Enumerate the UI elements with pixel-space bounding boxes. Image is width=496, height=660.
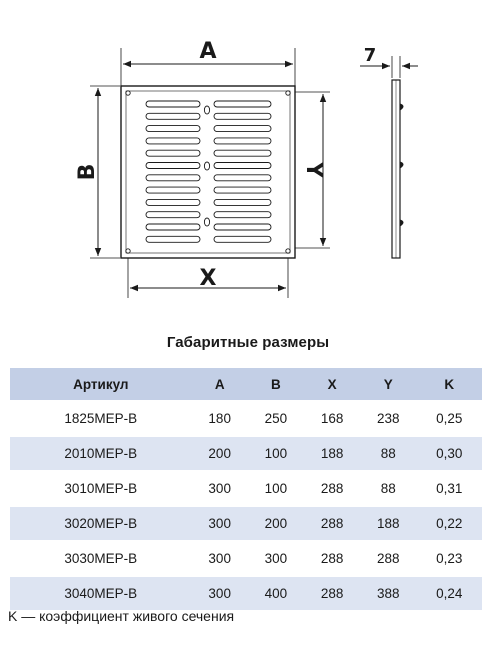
louvre-slot [214, 126, 271, 132]
cell-article: 3010MEP-B [10, 471, 192, 506]
cell-k: 0,24 [416, 576, 482, 610]
louvre-slot [146, 187, 200, 193]
louvre-slot [214, 163, 271, 169]
cell-b: 100 [248, 471, 304, 506]
louvre-slot [146, 224, 200, 230]
cell-y: 188 [360, 506, 416, 541]
cell-y: 238 [360, 401, 416, 436]
cell-y: 88 [360, 436, 416, 471]
louvre-slot [214, 113, 271, 119]
louvre-slot [214, 212, 271, 218]
table-row [10, 576, 482, 610]
cell-a: 200 [192, 436, 248, 471]
cell-k: 0,30 [416, 436, 482, 471]
louvre-slot [146, 101, 200, 107]
cell-a: 300 [192, 576, 248, 610]
cell-b: 300 [248, 541, 304, 576]
header-a: A [192, 368, 248, 401]
cell-k: 0,23 [416, 541, 482, 576]
label-depth: 7 [363, 45, 377, 66]
louvre-slot [214, 199, 271, 205]
cell-k: 0,31 [416, 471, 482, 506]
label-x: X [199, 266, 217, 291]
cell-x: 288 [304, 506, 360, 541]
louvre-slot [214, 224, 271, 230]
louvre-slot [214, 187, 271, 193]
cell-b: 200 [248, 506, 304, 541]
cell-x: 288 [304, 576, 360, 610]
footnote: K — коэффициент живого сечения [8, 608, 235, 624]
cell-x: 168 [304, 401, 360, 436]
cell-y: 88 [360, 471, 416, 506]
table-header-row [10, 368, 482, 401]
table-row [10, 401, 482, 436]
table-title: Габаритные размеры [166, 334, 330, 351]
table-row [10, 541, 482, 576]
dimensions-table [10, 368, 482, 610]
screw [204, 218, 209, 226]
cell-article: 2010MEP-B [10, 436, 192, 471]
header-k: K [416, 368, 482, 401]
cell-b: 100 [248, 436, 304, 471]
cell-x: 288 [304, 471, 360, 506]
louvre-slot [214, 175, 271, 181]
cell-k: 0,22 [416, 506, 482, 541]
grille-side-view [392, 80, 403, 258]
cell-y: 288 [360, 541, 416, 576]
louvre-slot [146, 199, 200, 205]
cell-b: 250 [248, 401, 304, 436]
louvre-slot [146, 175, 200, 181]
louvre-slot [214, 101, 271, 107]
label-b: B [75, 163, 100, 181]
louvre-slot [146, 163, 200, 169]
screw [204, 162, 209, 170]
label-y: Y [301, 162, 326, 178]
grille-front-view [121, 86, 295, 258]
cell-a: 300 [192, 471, 248, 506]
louvre-slot [214, 236, 271, 242]
cell-a: 300 [192, 506, 248, 541]
cell-article: 3040MEP-B [10, 576, 192, 610]
table-row [10, 471, 482, 506]
cell-a: 300 [192, 541, 248, 576]
louvre-slot [146, 126, 200, 132]
louvre-slot [146, 212, 200, 218]
cell-article: 1825MEP-B [10, 401, 192, 436]
louvre-slot [146, 113, 200, 119]
screw [204, 106, 209, 114]
cell-article: 3030MEP-B [10, 541, 192, 576]
cell-article: 3020MEP-B [10, 506, 192, 541]
cell-x: 188 [304, 436, 360, 471]
louvre-slot [146, 150, 200, 156]
louvre-slot [146, 138, 200, 144]
cell-x: 288 [304, 541, 360, 576]
cell-b: 400 [248, 576, 304, 610]
louvre-slot [146, 236, 200, 242]
header-article: Артикул [10, 368, 192, 401]
cell-k: 0,25 [416, 401, 482, 436]
louvre-slot [214, 150, 271, 156]
cell-y: 388 [360, 576, 416, 610]
table-row [10, 436, 482, 471]
label-a: A [199, 39, 217, 64]
table-row [10, 506, 482, 541]
header-x: X [304, 368, 360, 401]
louvre-slot [214, 138, 271, 144]
header-y: Y [360, 368, 416, 401]
header-b: B [248, 368, 304, 401]
cell-a: 180 [192, 401, 248, 436]
